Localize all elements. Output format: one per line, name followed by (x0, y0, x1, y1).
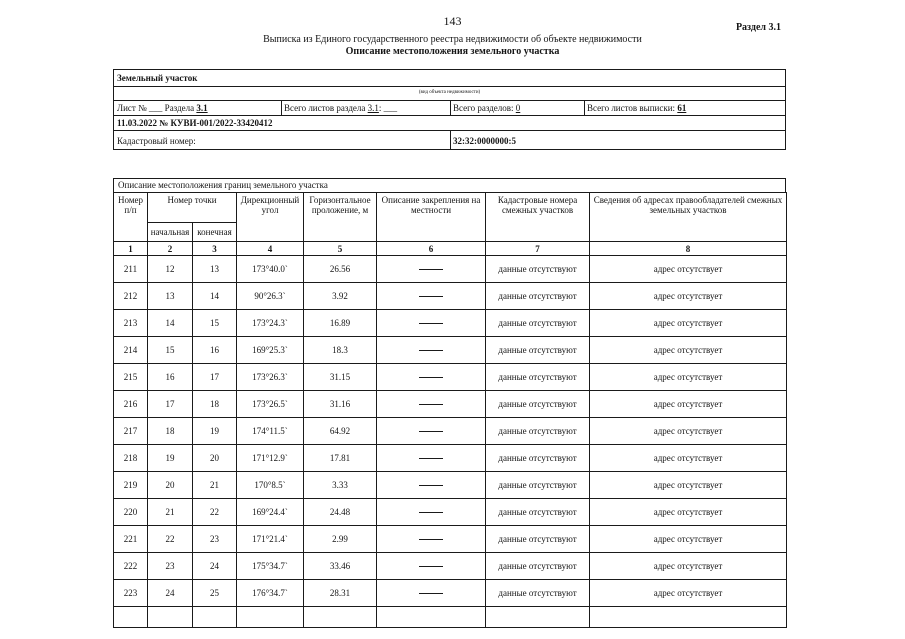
owner-address: адрес отсутствует (590, 364, 787, 391)
fixing-description (377, 580, 486, 607)
dash-mark (419, 485, 443, 486)
horizontal-distance: 3.33 (304, 472, 377, 499)
divider (450, 131, 451, 150)
table-row (114, 418, 787, 445)
empty-cell (237, 607, 304, 628)
section-label: Раздел 3.1 (735, 22, 781, 33)
end-point: 19 (193, 418, 237, 445)
start-point: 12 (148, 256, 193, 283)
fixing-description (377, 256, 486, 283)
end-point: 17 (193, 364, 237, 391)
directional-angle: 90°26.3` (237, 283, 304, 310)
directional-angle: 176°34.7` (237, 580, 304, 607)
dash-mark (419, 512, 443, 513)
directional-angle: 173°26.5` (237, 391, 304, 418)
horizontal-distance: 16.89 (304, 310, 377, 337)
owner-address: адрес отсутствует (590, 499, 787, 526)
header-addresses: Сведения об адресах правообладателей смежных земельных участков (590, 193, 787, 242)
adjacent-cadastral-numbers: данные отсутствуют (486, 580, 590, 607)
column-number: 4 (237, 242, 304, 256)
dash-mark (419, 458, 443, 459)
end-point: 24 (193, 553, 237, 580)
directional-angle: 174°11.5` (237, 418, 304, 445)
cadastral-number: 32:32:0000000:5 (453, 135, 516, 146)
end-point: 20 (193, 445, 237, 472)
directional-angle: 173°40.0` (237, 256, 304, 283)
adjacent-cadastral-numbers: данные отсутствуют (486, 283, 590, 310)
fixing-description (377, 472, 486, 499)
owner-address: адрес отсутствует (590, 472, 787, 499)
boundary-table (113, 192, 787, 628)
end-point: 18 (193, 391, 237, 418)
start-point: 15 (148, 337, 193, 364)
adjacent-cadastral-numbers: данные отсутствуют (486, 337, 590, 364)
header-num: Номер п/п (114, 193, 148, 242)
start-point: 22 (148, 526, 193, 553)
table-row (114, 391, 787, 418)
owner-address: адрес отсутствует (590, 445, 787, 472)
directional-angle: 169°25.3` (237, 337, 304, 364)
header-distance: Горизонтальное проложение, м (304, 193, 377, 242)
sheet-number (117, 103, 208, 113)
header-point: Номер точки (148, 193, 237, 223)
fixing-description (377, 337, 486, 364)
fixing-description (377, 553, 486, 580)
empty-cell (304, 607, 377, 628)
table-row (114, 526, 787, 553)
start-point: 14 (148, 310, 193, 337)
row-number: 217 (114, 418, 148, 445)
total-sections (453, 103, 520, 113)
dash-mark (419, 593, 443, 594)
horizontal-distance: 28.31 (304, 580, 377, 607)
dash-mark (419, 539, 443, 540)
end-point: 14 (193, 283, 237, 310)
header-cadastral: Кадастровые номера смежных участков (486, 193, 590, 242)
owner-address: адрес отсутствует (590, 418, 787, 445)
adjacent-cadastral-numbers: данные отсутствуют (486, 472, 590, 499)
adjacent-cadastral-numbers: данные отсутствуют (486, 391, 590, 418)
directional-angle: 173°24.3` (237, 310, 304, 337)
sections-label: Всего разделов: (453, 103, 514, 113)
fixing-description (377, 391, 486, 418)
row-number: 213 (114, 310, 148, 337)
page-number: 143 (443, 14, 462, 28)
empty-cell (114, 607, 148, 628)
start-point: 21 (148, 499, 193, 526)
horizontal-distance: 31.15 (304, 364, 377, 391)
end-point: 13 (193, 256, 237, 283)
row-number: 211 (114, 256, 148, 283)
adjacent-cadastral-numbers: данные отсутствуют (486, 256, 590, 283)
total-sheets-suffix: : ___ (378, 103, 398, 113)
empty-cell (590, 607, 787, 628)
directional-angle: 171°12.9` (237, 445, 304, 472)
directional-angle: 170°8.5` (237, 472, 304, 499)
fixing-description (377, 283, 486, 310)
object-info-box (113, 69, 786, 150)
horizontal-distance: 18.3 (304, 337, 377, 364)
fixing-description (377, 445, 486, 472)
divider (584, 101, 585, 115)
header-start-point: начальная (148, 223, 193, 242)
table-body (114, 256, 787, 628)
directional-angle: 171°21.4` (237, 526, 304, 553)
row-number: 222 (114, 553, 148, 580)
boundary-table-section (113, 178, 786, 628)
row-number: 215 (114, 364, 148, 391)
empty-cell (486, 607, 590, 628)
fixing-description (377, 418, 486, 445)
start-point: 13 (148, 283, 193, 310)
object-type-row (114, 70, 785, 87)
end-point: 22 (193, 499, 237, 526)
extract-sheets (587, 103, 686, 113)
table-title: Описание местоположения границ земельного участка (113, 178, 786, 192)
start-point: 17 (148, 391, 193, 418)
column-number: 7 (486, 242, 590, 256)
extract-sheets-value: 61 (677, 103, 687, 113)
row-number: 218 (114, 445, 148, 472)
horizontal-distance: 31.16 (304, 391, 377, 418)
empty-cell (148, 607, 193, 628)
sheet-section: 3.1 (196, 103, 208, 113)
row-number: 212 (114, 283, 148, 310)
object-type-caption-row (114, 87, 785, 101)
owner-address: адрес отсутствует (590, 391, 787, 418)
directional-angle: 175°34.7` (237, 553, 304, 580)
owner-address: адрес отсутствует (590, 580, 787, 607)
row-number: 214 (114, 337, 148, 364)
end-point: 25 (193, 580, 237, 607)
adjacent-cadastral-numbers: данные отсутствуют (486, 364, 590, 391)
column-number: 2 (148, 242, 193, 256)
horizontal-distance: 24.48 (304, 499, 377, 526)
adjacent-cadastral-numbers: данные отсутствуют (486, 418, 590, 445)
owner-address: адрес отсутствует (590, 526, 787, 553)
adjacent-cadastral-numbers: данные отсутствуют (486, 310, 590, 337)
document-title: Выписка из Единого государственного реестра недвижимости об объекте недвижимости (263, 34, 642, 45)
dash-mark (419, 431, 443, 432)
divider (281, 101, 282, 115)
start-point: 19 (148, 445, 193, 472)
end-point: 15 (193, 310, 237, 337)
extract-date-number: 11.03.2022 № КУВИ-001/2022-33420412 (117, 118, 273, 128)
dash-mark (419, 323, 443, 324)
divider (450, 101, 451, 115)
extract-sheets-label: Всего листов выписки: (587, 103, 676, 113)
table-row (114, 580, 787, 607)
horizontal-distance: 33.46 (304, 553, 377, 580)
row-number: 216 (114, 391, 148, 418)
column-number: 5 (304, 242, 377, 256)
owner-address: адрес отсутствует (590, 337, 787, 364)
column-number: 1 (114, 242, 148, 256)
sections-value: 0 (515, 103, 521, 113)
adjacent-cadastral-numbers: данные отсутствуют (486, 526, 590, 553)
column-number-row (114, 242, 787, 256)
row-number: 221 (114, 526, 148, 553)
object-type-caption: (вид объекта недвижимости) (418, 90, 481, 95)
total-sheets-label: Всего листов раздела (284, 103, 366, 113)
horizontal-distance: 64.92 (304, 418, 377, 445)
header-angle: Дирекционный угол (237, 193, 304, 242)
empty-cell (377, 607, 486, 628)
owner-address: адрес отсутствует (590, 553, 787, 580)
start-point: 23 (148, 553, 193, 580)
horizontal-distance: 3.92 (304, 283, 377, 310)
row-number: 223 (114, 580, 148, 607)
empty-cell (193, 607, 237, 628)
total-sheets (284, 103, 397, 113)
dash-mark (419, 566, 443, 567)
end-point: 16 (193, 337, 237, 364)
directional-angle: 173°26.3` (237, 364, 304, 391)
sheets-row (114, 101, 785, 116)
start-point: 20 (148, 472, 193, 499)
table-row-cutoff (114, 607, 787, 628)
start-point: 24 (148, 580, 193, 607)
table-row (114, 364, 787, 391)
owner-address: адрес отсутствует (590, 283, 787, 310)
document-subtitle: Описание местоположения земельного участка (345, 46, 560, 57)
dash-mark (419, 296, 443, 297)
adjacent-cadastral-numbers: данные отсутствуют (486, 499, 590, 526)
header-fixing: Описание закрепления на местности (377, 193, 486, 242)
table-header-row (114, 193, 787, 223)
dash-mark (419, 377, 443, 378)
date-number-row (114, 116, 785, 131)
cadastral-row (114, 131, 785, 150)
adjacent-cadastral-numbers: данные отсутствуют (486, 445, 590, 472)
table-row (114, 499, 787, 526)
end-point: 21 (193, 472, 237, 499)
start-point: 16 (148, 364, 193, 391)
cadastral-label: Кадастровый номер: (117, 135, 196, 146)
dash-mark (419, 350, 443, 351)
total-sheets-section: 3.1 (367, 103, 379, 113)
horizontal-distance: 17.81 (304, 445, 377, 472)
owner-address: адрес отсутствует (590, 256, 787, 283)
horizontal-distance: 26.56 (304, 256, 377, 283)
fixing-description (377, 310, 486, 337)
table-row (114, 337, 787, 364)
table-row (114, 445, 787, 472)
owner-address: адрес отсутствует (590, 310, 787, 337)
table-row (114, 310, 787, 337)
directional-angle: 169°24.4` (237, 499, 304, 526)
fixing-description (377, 526, 486, 553)
start-point: 18 (148, 418, 193, 445)
header-end-point: конечная (193, 223, 237, 242)
table-row (114, 472, 787, 499)
fixing-description (377, 364, 486, 391)
horizontal-distance: 2.99 (304, 526, 377, 553)
column-number: 8 (590, 242, 787, 256)
row-number: 220 (114, 499, 148, 526)
table-row (114, 256, 787, 283)
fixing-description (377, 499, 486, 526)
row-number: 219 (114, 472, 148, 499)
sheet-label: Лист № ___ Раздела (117, 103, 195, 113)
end-point: 23 (193, 526, 237, 553)
column-number: 3 (193, 242, 237, 256)
column-number: 6 (377, 242, 486, 256)
dash-mark (419, 269, 443, 270)
dash-mark (419, 404, 443, 405)
object-type: Земельный участок (117, 73, 198, 83)
table-row (114, 553, 787, 580)
adjacent-cadastral-numbers: данные отсутствуют (486, 553, 590, 580)
table-row (114, 283, 787, 310)
